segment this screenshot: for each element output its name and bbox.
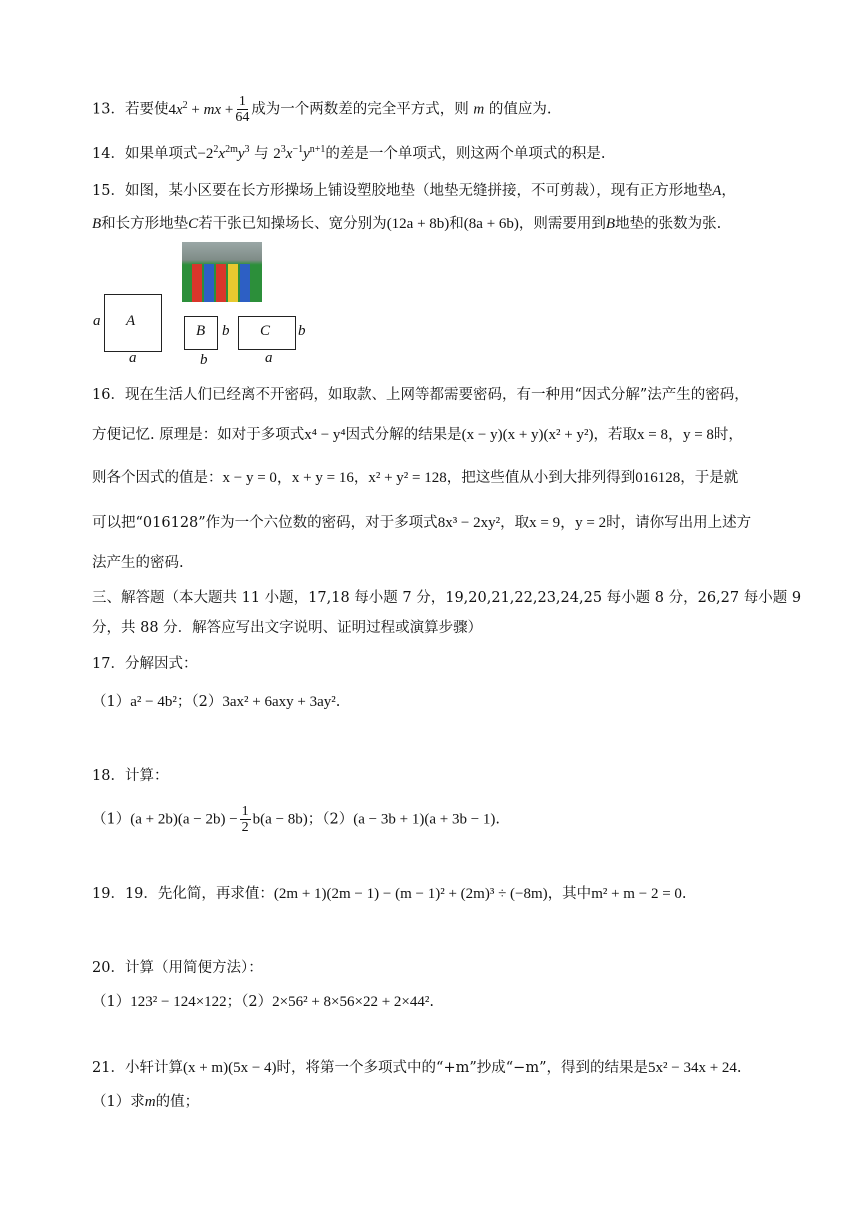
tile-b-label: B: [196, 323, 206, 339]
section-3-heading-cont: 分，共 88 分．解答应写出文字说明、证明过程或演算步骤）: [92, 620, 483, 636]
tile-b-side-label: b: [222, 323, 230, 339]
question-21: 21．小轩计算(x + m)(5x − 4)时，将第一个多项式中的“+m”抄成“−m”，得到的结果是5x² − 34x + 24.: [92, 1060, 742, 1076]
question-16-line-3: 则各个因式的值是：x − y = 0，x + y = 16，x² + y² = 128，把这些值从小到大排列得到016128，于是就: [92, 470, 739, 486]
question-17-title: 17．分解因式：: [92, 656, 198, 672]
tile-b-bottom-label: b: [200, 352, 208, 368]
q14-monomial-2: $2^3x^{-1}y^{n+1}$: [273, 144, 326, 162]
question-17-parts: （1）a² − 4b²；（2）3ax² + 6axy + 3ay².: [92, 694, 341, 710]
question-16-line-1: 16．现在生活人们已经离不开密码，如取款、上网等都需要密码，有一种用“因式分解”法产生的密码，: [92, 387, 749, 403]
question-18-title: 18．计算：: [92, 768, 169, 784]
question-14: 14．如果单项式$-2^2x^{2m}y^3$ 与 $2^3x^{-1}y^{n+1}$的差是一个单项式，则这两个单项式的积是.: [92, 144, 606, 162]
question-15-line-2: B和长方形地垫C若干张已知操场长、宽分别为(12a + 8b)和(8a + 6b)，则需要用到B地垫的张数为张.: [92, 216, 722, 232]
question-20-title: 20．计算（用简便方法）：: [92, 960, 263, 976]
tile-c-side-label: b: [298, 323, 306, 339]
question-16-line-4: 可以把“016128”作为一个六位数的密码，对于多项式8x³ − 2xy²，取x = 9，y = 2时，请你写出用上述方: [92, 515, 752, 531]
question-16-line-5: 法产生的密码.: [92, 555, 184, 571]
question-20-parts: （1）123² − 124×122；（2）2×56² + 8×56×22 + 2×44².: [92, 994, 435, 1010]
question-19: 19．19．先化简，再求值：(2m + 1)(2m − 1) − (m − 1)² + (2m)³ ÷ (−8m)，其中m² + m − 2 = 0.: [92, 886, 687, 902]
tile-a-bottom-label: a: [129, 350, 137, 366]
q14-monomial-1: $-2^2x^{2m}y^3$: [197, 144, 250, 162]
question-15-line-1: 15．如图，某小区要在长方形操场上铺设塑胶地垫（地垫无缝拼接，不可剪裁），现有正方形地垫A，: [92, 183, 736, 199]
question-21-sub-1: （1）求m的值；: [92, 1094, 200, 1110]
question-13: 13．若要使$4x^2$ + mx + $\frac{1}{64}$ 成为一个两数差的完全平方式，则 m 的值应为.: [92, 94, 552, 125]
q13-expr: $4x^2$ + mx +: [168, 99, 234, 118]
q13-fraction: $\frac{1}{64}$: [235, 94, 250, 125]
section-3-heading: 三、解答题（本大题共 11 小题，17,18 每小题 7 分，19,20,21,22,23,24,25 每小题 8 分，26,27 每小题 9: [92, 590, 802, 606]
q18-fraction: $\frac{1}{2}$: [241, 804, 249, 835]
tile-c-label: C: [260, 323, 271, 339]
tile-a-side-label: a: [93, 313, 101, 329]
question-16-line-2: 方便记忆. 原理是：如对于多项式x⁴ − y⁴因式分解的结果是(x − y)(x + y)(x² + y²)，若取x = 8，y = 8时，: [92, 427, 743, 443]
question-18-parts: （1）(a + 2b)(a − 2b) − $\frac{1}{2}$ b(a − 8b)；（2）(a − 3b + 1)(a + 3b − 1).: [92, 804, 501, 835]
playground-photo: [182, 242, 262, 302]
tile-c-bottom-label: a: [265, 350, 273, 366]
tile-a-label: A: [126, 313, 136, 329]
